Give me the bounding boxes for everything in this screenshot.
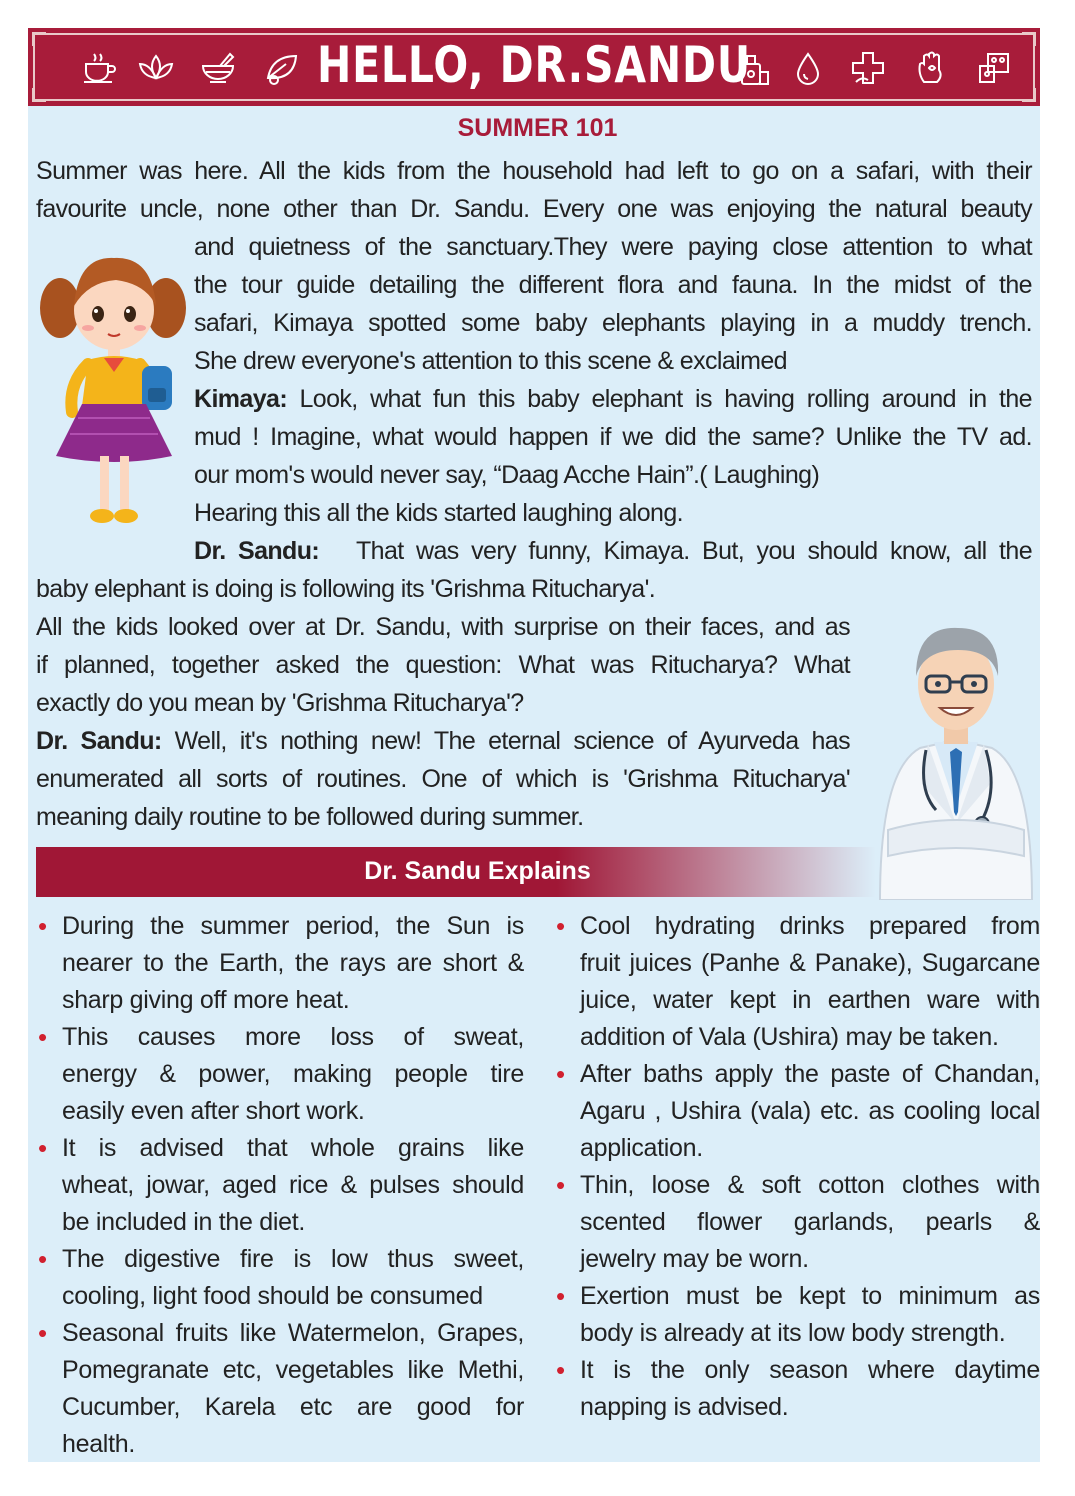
section-title: Dr. Sandu Explains	[364, 857, 591, 885]
bullet-item	[36, 1315, 524, 1463]
bullet-text-line: Cucumber, Karela etc are good for	[62, 1393, 524, 1421]
dialogue-text: That was very funny, Kimaya. But, you should know, all the	[319, 537, 1032, 565]
sandu-line	[194, 532, 1032, 570]
story-line: enumerated all sorts of routines. One of which is 'Grishma Ritucharya'	[36, 765, 850, 793]
bullet-text-line: • Thin, loose & soft cotton clothes with	[580, 1171, 1040, 1199]
banner-corner	[1022, 32, 1036, 46]
bullet-text-line: addition of Vala (Ushira) may be taken.	[580, 1023, 999, 1051]
bullet-item	[36, 1130, 524, 1241]
bullet-item	[554, 1278, 1040, 1352]
story-subtitle: SUMMER 101	[457, 114, 618, 142]
bullet-text-line: scented flower garlands, pearls &	[580, 1208, 1040, 1236]
bullet-text-line: Agaru , Ushira (vala) etc. as cooling local	[580, 1097, 1040, 1125]
story-line: All the kids looked over at Dr. Sandu, with surprise on their faces, and as	[36, 613, 850, 641]
bullet-text-line: • This causes more loss of sweat,	[62, 1023, 524, 1051]
bullet-text-line: napping is advised.	[580, 1393, 789, 1421]
cross-icon	[848, 48, 888, 88]
story-line: if planned, together asked the question: What was Ritucharya? What	[36, 651, 850, 679]
bullet-text-line: fruit juices (Panhe & Panake), Sugarcane	[580, 949, 1040, 977]
bullet-text-line: • Cool hydrating drinks prepared from	[580, 912, 1040, 940]
story-line: Summer was here. All the kids from the household had left to go on a safari, with their	[36, 157, 1032, 185]
bullet-text-line: nearer to the Earth, the rays are short &	[62, 949, 524, 977]
bullet-item	[554, 1167, 1040, 1278]
pill-strip-icon	[974, 48, 1014, 88]
bullet-text-line: • It is advised that whole grains like	[62, 1134, 524, 1162]
story-line: baby elephant is doing is following its 'Grishma Ritucharya'.	[36, 575, 656, 603]
bullet-text-line: • It is the only season where daytime	[580, 1356, 1040, 1384]
bullet-item	[36, 1019, 524, 1130]
story-line: favourite uncle, none other than Dr. Sandu. Every one was enjoying the natural beauty	[36, 195, 1032, 223]
bullet-text-line: health.	[62, 1430, 135, 1458]
story-paragraph	[36, 570, 1032, 608]
story-line: safari, Kimaya spotted some baby elephants playing in a muddy trench.	[194, 309, 1032, 337]
bullet-item	[554, 1056, 1040, 1167]
speaker-label: Dr. Sandu:	[194, 537, 320, 565]
kimaya-line	[194, 380, 1032, 418]
tea-cup-icon	[80, 48, 120, 88]
bullet-item	[36, 1241, 524, 1315]
bullet-item	[554, 908, 1040, 1056]
bullet-text-line: • Seasonal fruits like Watermelon, Grapes,	[62, 1319, 524, 1347]
banner-corner	[1022, 88, 1036, 102]
bullet-text-line: sharp giving off more heat.	[62, 986, 350, 1014]
dialogue-text: Well, it's nothing new! The eternal science of Ayurveda has	[161, 727, 850, 755]
explain-list-right	[554, 908, 1040, 1426]
drop-icon	[788, 48, 828, 88]
hand-icon	[912, 48, 952, 88]
girl-illustration	[38, 248, 190, 536]
page-title: HELLO, DR.SANDU	[316, 36, 752, 94]
speaker-label: Dr. Sandu:	[36, 727, 162, 755]
bullet-text-line: wheat, jowar, aged rice & pulses should	[62, 1171, 524, 1199]
story-line: meaning daily routine to be followed during summer.	[36, 803, 584, 831]
bullet-text-line: energy & power, making people tire	[62, 1060, 524, 1088]
bullet-text-line: application.	[580, 1134, 703, 1162]
bullet-text-line: juice, water kept in earthen ware with	[580, 986, 1040, 1014]
story-line: She drew everyone's attention to this scene & exclaimed	[194, 347, 787, 375]
header-banner	[28, 28, 1040, 106]
bullet-text-line: cooling, light food should be consumed	[62, 1282, 483, 1310]
explain-list-left	[36, 908, 524, 1463]
bullet-text-line: • During the summer period, the Sun is	[62, 912, 524, 940]
bullet-item	[36, 908, 524, 1019]
banner-corner	[32, 88, 46, 102]
bullet-text-line: easily even after short work.	[62, 1097, 365, 1125]
bullet-text-line: Pomegranate etc, vegetables like Methi,	[62, 1356, 524, 1384]
bullet-text-line: • The digestive fire is low thus sweet,	[62, 1245, 524, 1273]
sandu-line	[36, 722, 850, 760]
story-line: Hearing this all the kids started laughing along.	[194, 499, 683, 527]
oil-bottle-icon	[734, 48, 774, 88]
bullet-item	[554, 1352, 1040, 1426]
dialogue-text: Look, what fun this baby elephant is having rolling around in the	[287, 385, 1032, 413]
bullet-text-line: be included in the diet.	[62, 1208, 305, 1236]
story-line: and quietness of the sanctuary.They were paying close attention to what	[194, 233, 1032, 261]
bullet-text-line: • Exertion must be kept to minimum as	[580, 1282, 1040, 1310]
bullet-text-line: • After baths apply the paste of Chandan,	[580, 1060, 1040, 1088]
story-paragraph	[36, 608, 850, 836]
bullet-text-line: body is already at its low body strength.	[580, 1319, 1006, 1347]
speaker-label: Kimaya:	[194, 385, 288, 413]
story-paragraph	[194, 228, 1032, 570]
banner-corner	[32, 32, 46, 46]
story-paragraph	[36, 152, 1032, 228]
story-line: our mom's would never say, “Daag Acche Hain”.( Laughing)	[194, 461, 820, 489]
story-line: exactly do you mean by 'Grishma Ritucharya'?	[36, 689, 524, 717]
story-line: mud ! Imagine, what would happen if we did the same? Unlike the TV ad.	[194, 423, 1032, 451]
story-line: the tour guide detailing the different flora and fauna. In the midst of the	[194, 271, 1032, 299]
bullet-text-line: jewelry may be worn.	[580, 1245, 809, 1273]
